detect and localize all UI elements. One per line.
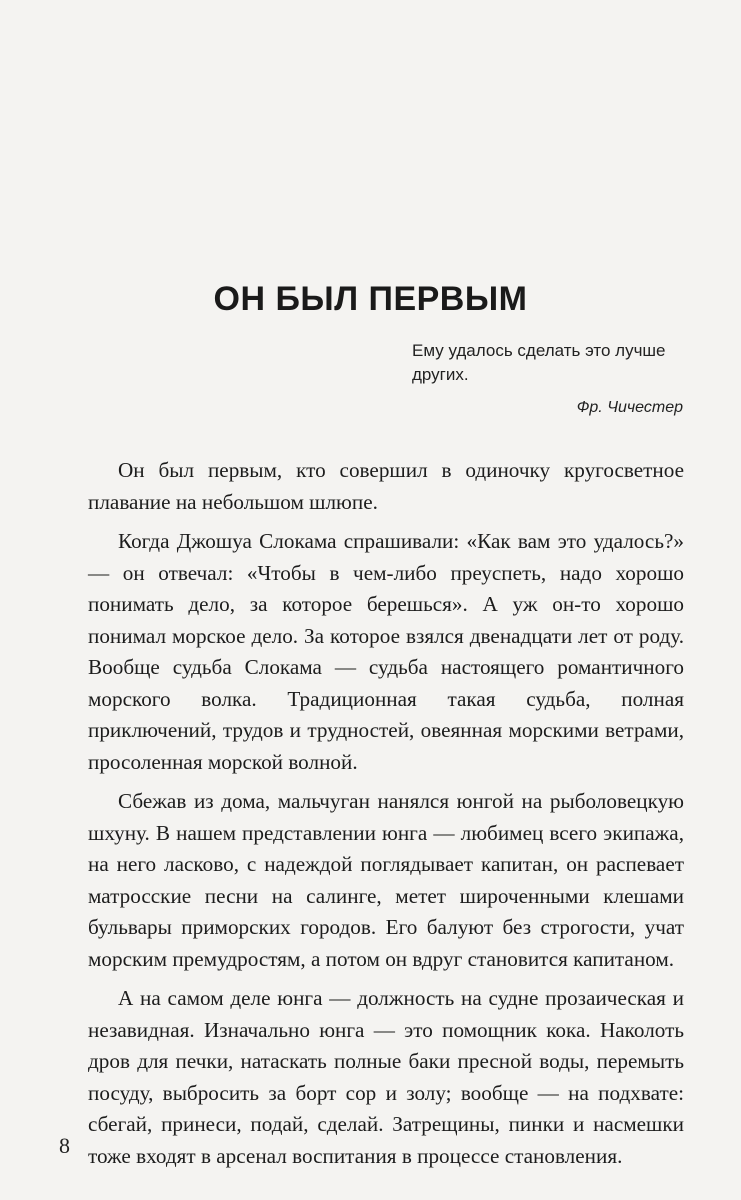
chapter-title: ОН БЫЛ ПЕРВЫМ [213, 280, 528, 318]
paragraph: А на самом деле юнга — должность на судне прозаическая и незавидная. Изначально юнга — это помощник кока. Наколоть дров для печки, натаскать полные баки пресной воды, перемыть посуду, выбросить за борт сор и золу; вообще — на подхвате: сбегай, принеси, подай, сделай. Затрещины, пинки и насмешки тоже входят в арсенал воспитания в процессе становления. [88, 986, 684, 1168]
paragraph: Когда Джошуа Слокама спрашивали: «Как вам это удалось?» — он отвечал: «Чтобы в чем-либо преуспеть, надо хорошо понимать дело, за которое берешься». А уж он-то хорошо понимал морское дело. За которое взялся двенадцати лет от роду. Вообще судьба Слокама — судьба настоящего романтичного морского волка. Традиционная такая судьба, полная приключений, трудов и трудностей, овеянная морскими ветрами, просоленная морской волной. [88, 529, 684, 774]
paragraph: Сбежав из дома, мальчуган нанялся юнгой на рыболовецкую шхуну. В нашем представлении юнга — любимец всего экипажа, на него ласково, с надеждой поглядывает капитан, он распевает матросские песни на салинге, метет широченными клешами бульвары приморских городов. Его балуют без строгости, учат морским премудростям, а потом он вдруг становится капитаном. [88, 789, 684, 971]
epigraph-author: Фр. Чичестер [576, 399, 683, 416]
chapter-body [88, 455, 684, 1180]
paragraph: Он был первым, кто совершил в одиночку кругосветное плавание на небольшом шлюпе. [88, 458, 684, 514]
epigraph-text: Ему удалось сделать это лучше других. [412, 341, 666, 384]
page-number: 8 [59, 1133, 70, 1158]
